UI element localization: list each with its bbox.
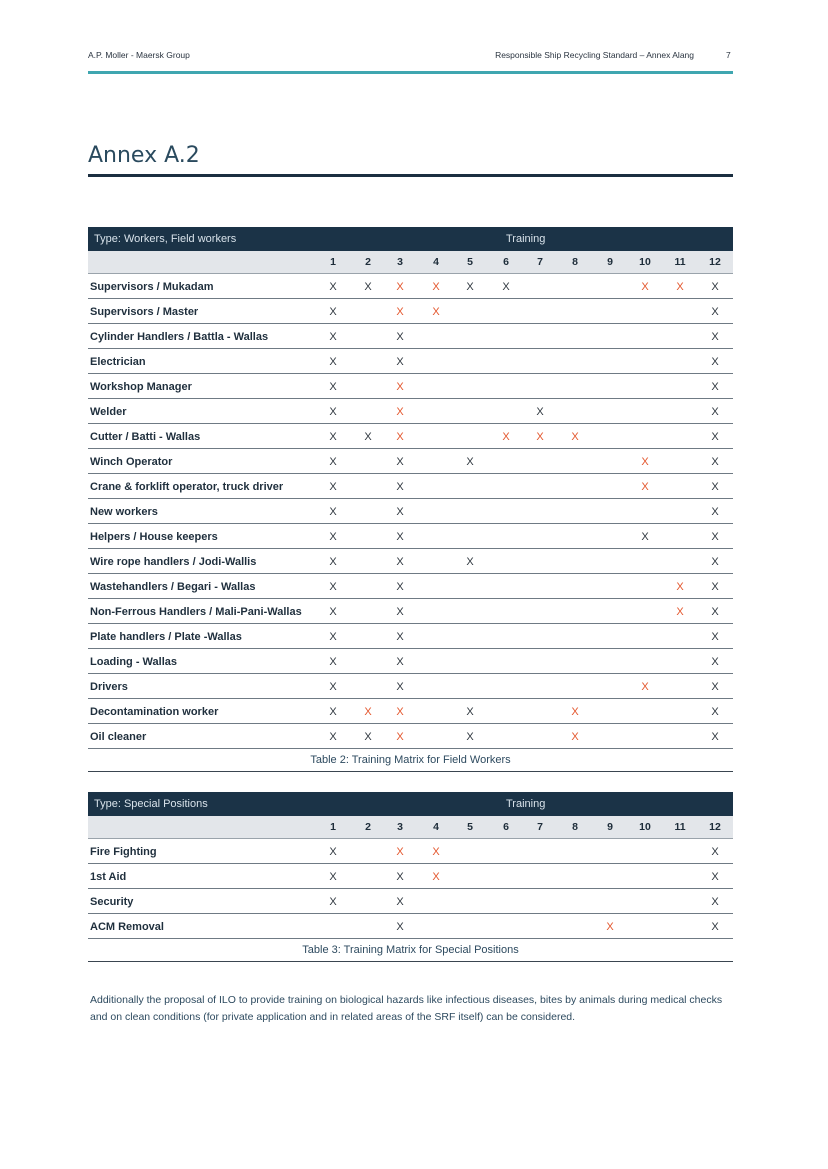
training-mark-highlighted: X <box>396 431 404 443</box>
training-mark: X <box>396 456 404 468</box>
table-row <box>88 449 733 474</box>
training-mark: X <box>329 281 337 293</box>
header-rule <box>88 71 733 74</box>
training-mark: X <box>329 306 337 318</box>
column-number: 5 <box>467 821 473 833</box>
column-number: 11 <box>674 821 686 833</box>
training-mark: X <box>396 921 404 933</box>
column-number: 12 <box>709 256 721 268</box>
column-number: 3 <box>397 821 403 833</box>
table-row <box>88 299 733 324</box>
training-mark-highlighted: X <box>432 281 440 293</box>
training-mark: X <box>711 846 719 858</box>
training-label: Training <box>506 798 546 810</box>
training-mark: X <box>466 706 474 718</box>
row-label: Cutter / Batti - Wallas <box>90 431 201 443</box>
title-rule <box>88 174 733 177</box>
training-mark: X <box>329 606 337 618</box>
column-number: 7 <box>537 256 543 268</box>
table-caption: Table 2: Training Matrix for Field Workers <box>88 749 733 772</box>
training-mark-highlighted: X <box>396 281 404 293</box>
type-label: Type: Special Positions <box>94 798 208 810</box>
row-label: Winch Operator <box>90 456 173 468</box>
training-mark: X <box>711 896 719 908</box>
training-mark: X <box>396 656 404 668</box>
training-mark: X <box>329 731 337 743</box>
training-mark: X <box>329 381 337 393</box>
column-number: 7 <box>537 821 543 833</box>
training-mark: X <box>329 581 337 593</box>
row-label: Supervisors / Mukadam <box>90 281 214 293</box>
row-label: Non-Ferrous Handlers / Mali-Pani-Wallas <box>90 606 302 618</box>
table-row <box>88 499 733 524</box>
row-label: Wastehandlers / Begari - Wallas <box>90 581 256 593</box>
training-mark: X <box>396 356 404 368</box>
training-mark: X <box>396 506 404 518</box>
table-row <box>88 524 733 549</box>
table-row <box>88 349 733 374</box>
training-mark: X <box>329 681 337 693</box>
table-row <box>88 574 733 599</box>
training-mark: X <box>329 406 337 418</box>
training-mark: X <box>641 531 649 543</box>
training-mark: X <box>711 631 719 643</box>
training-mark: X <box>329 846 337 858</box>
training-mark: X <box>466 456 474 468</box>
column-number: 4 <box>433 256 439 268</box>
type-label: Type: Workers, Field workers <box>94 233 237 245</box>
training-mark: X <box>329 896 337 908</box>
training-mark: X <box>396 681 404 693</box>
training-mark: X <box>329 456 337 468</box>
header-left: A.P. Moller - Maersk Group <box>88 50 190 60</box>
training-mark: X <box>466 731 474 743</box>
column-number: 8 <box>572 256 578 268</box>
training-mark-highlighted: X <box>641 481 649 493</box>
training-matrix-special-positions <box>88 792 733 962</box>
training-mark: X <box>711 921 719 933</box>
column-number: 10 <box>639 256 651 268</box>
table-row <box>88 599 733 624</box>
column-number: 3 <box>397 256 403 268</box>
training-mark: X <box>711 656 719 668</box>
training-mark: X <box>364 281 372 293</box>
column-number: 1 <box>330 821 336 833</box>
row-label: Security <box>90 896 134 908</box>
training-mark: X <box>711 281 719 293</box>
training-mark: X <box>329 531 337 543</box>
row-label: Electrician <box>90 356 146 368</box>
training-mark: X <box>711 506 719 518</box>
training-mark-highlighted: X <box>432 306 440 318</box>
training-mark: X <box>396 581 404 593</box>
column-number: 6 <box>503 821 509 833</box>
table-row <box>88 274 733 299</box>
training-matrix-field-workers <box>88 227 733 772</box>
column-number: 12 <box>709 821 721 833</box>
training-mark: X <box>329 506 337 518</box>
training-mark: X <box>329 481 337 493</box>
table-row <box>88 914 733 939</box>
row-label: Workshop Manager <box>90 381 192 393</box>
training-mark-highlighted: X <box>536 431 544 443</box>
row-label: Loading - Wallas <box>90 656 177 668</box>
body-paragraph: Additionally the proposal of ILO to provide training on biological hazards like infectious diseases, bites by animals during medical checks and on clean conditions (for private application and in related areas of the SRF itself) can be considered. <box>90 994 723 1023</box>
training-mark: X <box>466 281 474 293</box>
training-mark: X <box>396 531 404 543</box>
training-mark: X <box>329 656 337 668</box>
column-number: 9 <box>607 821 613 833</box>
training-mark: X <box>711 531 719 543</box>
table-row <box>88 474 733 499</box>
training-mark: X <box>711 481 719 493</box>
column-number: 9 <box>607 256 613 268</box>
table-row <box>88 549 733 574</box>
training-mark: X <box>711 731 719 743</box>
training-mark: X <box>396 896 404 908</box>
training-mark-highlighted: X <box>432 871 440 883</box>
row-label: Crane & forklift operator, truck driver <box>90 481 284 493</box>
column-number-row <box>88 251 733 274</box>
row-label: 1st Aid <box>90 871 127 883</box>
training-mark: X <box>711 431 719 443</box>
training-mark: X <box>711 406 719 418</box>
training-mark-highlighted: X <box>571 731 579 743</box>
training-mark: X <box>502 281 510 293</box>
training-mark: X <box>329 431 337 443</box>
row-label: New workers <box>90 506 158 518</box>
training-mark: X <box>329 631 337 643</box>
table-row <box>88 399 733 424</box>
page-number: 7 <box>726 50 731 60</box>
training-mark: X <box>466 556 474 568</box>
training-mark-highlighted: X <box>676 606 684 618</box>
table-row <box>88 324 733 349</box>
training-mark: X <box>396 481 404 493</box>
training-mark: X <box>329 706 337 718</box>
training-mark: X <box>711 331 719 343</box>
training-mark: X <box>711 581 719 593</box>
row-label: Welder <box>90 406 127 418</box>
column-number-row <box>88 816 733 839</box>
training-mark-highlighted: X <box>364 706 372 718</box>
training-mark: X <box>329 331 337 343</box>
table-row <box>88 374 733 399</box>
column-number: 2 <box>365 256 371 268</box>
row-label: Cylinder Handlers / Battla - Wallas <box>90 331 269 343</box>
training-mark: X <box>329 556 337 568</box>
training-mark-highlighted: X <box>432 846 440 858</box>
row-label: ACM Removal <box>90 921 164 933</box>
table-row <box>88 839 733 864</box>
table-header-band <box>88 227 733 251</box>
training-mark: X <box>711 456 719 468</box>
training-mark-highlighted: X <box>396 381 404 393</box>
training-mark-highlighted: X <box>396 406 404 418</box>
training-mark: X <box>536 406 544 418</box>
training-mark-highlighted: X <box>396 706 404 718</box>
training-mark-highlighted: X <box>641 681 649 693</box>
table-row <box>88 674 733 699</box>
column-number: 10 <box>639 821 651 833</box>
column-number: 11 <box>674 256 686 268</box>
training-mark-highlighted: X <box>396 306 404 318</box>
training-mark: X <box>711 706 719 718</box>
training-mark-highlighted: X <box>396 731 404 743</box>
column-number: 1 <box>330 256 336 268</box>
training-mark: X <box>711 356 719 368</box>
table-header-band <box>88 792 733 816</box>
training-mark: X <box>711 606 719 618</box>
row-label: Fire Fighting <box>90 846 157 858</box>
column-number: 6 <box>503 256 509 268</box>
column-number: 2 <box>365 821 371 833</box>
row-label: Helpers / House keepers <box>90 531 218 543</box>
training-mark-highlighted: X <box>641 456 649 468</box>
training-mark: X <box>711 871 719 883</box>
training-mark: X <box>329 871 337 883</box>
header-right: Responsible Ship Recycling Standard – Annex Alang <box>495 50 694 60</box>
row-label: Plate handlers / Plate -Wallas <box>90 631 242 643</box>
training-mark: X <box>364 431 372 443</box>
row-label: Decontamination worker <box>90 706 219 718</box>
column-number: 8 <box>572 821 578 833</box>
training-mark-highlighted: X <box>396 846 404 858</box>
column-number: 5 <box>467 256 473 268</box>
row-label: Oil cleaner <box>90 731 147 743</box>
annex-title: Annex A.2 <box>88 143 200 168</box>
training-label: Training <box>506 233 546 245</box>
row-label: Wire rope handlers / Jodi-Wallis <box>90 556 257 568</box>
table-row <box>88 699 733 724</box>
training-mark: X <box>396 631 404 643</box>
row-label: Supervisors / Master <box>90 306 199 318</box>
table-caption: Table 3: Training Matrix for Special Positions <box>88 939 733 962</box>
training-mark: X <box>711 556 719 568</box>
training-mark-highlighted: X <box>676 581 684 593</box>
table-row <box>88 864 733 889</box>
column-number: 4 <box>433 821 439 833</box>
table-row <box>88 889 733 914</box>
training-mark: X <box>396 556 404 568</box>
training-mark-highlighted: X <box>502 431 510 443</box>
training-mark: X <box>396 606 404 618</box>
row-label: Drivers <box>90 681 128 693</box>
training-mark: X <box>396 331 404 343</box>
training-mark: X <box>711 306 719 318</box>
table-row <box>88 724 733 749</box>
training-mark-highlighted: X <box>641 281 649 293</box>
training-mark: X <box>711 681 719 693</box>
training-mark: X <box>329 356 337 368</box>
training-mark-highlighted: X <box>606 921 614 933</box>
training-mark: X <box>711 381 719 393</box>
training-mark: X <box>364 731 372 743</box>
table-row <box>88 649 733 674</box>
training-mark-highlighted: X <box>571 706 579 718</box>
training-mark-highlighted: X <box>676 281 684 293</box>
training-mark: X <box>396 871 404 883</box>
training-mark-highlighted: X <box>571 431 579 443</box>
table-row <box>88 624 733 649</box>
table-row <box>88 424 733 449</box>
